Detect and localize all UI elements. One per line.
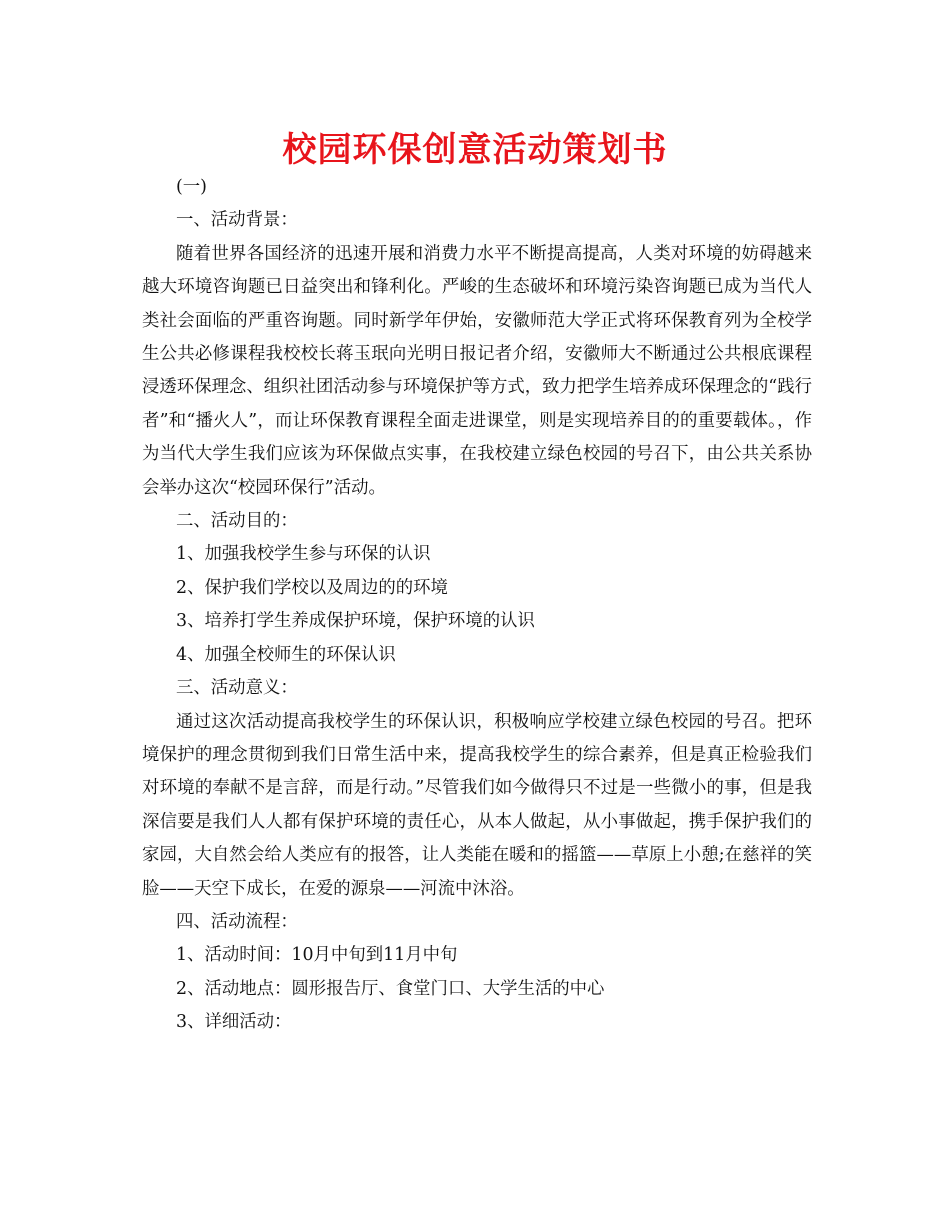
section-heading-process: 四、活动流程： — [176, 911, 298, 932]
section-heading-significance: 三、活动意义： — [176, 678, 298, 699]
list-item: 4、加强全校师生的环保认识 — [176, 644, 396, 665]
part-marker: (一) — [176, 177, 207, 197]
list-item: 2、保护我们学校以及周边的的环境 — [176, 577, 448, 598]
paragraph-significance: 通过这次活动提高我校学生的环保认识，积极响应学校建立绿色校园的号召。把环境保护的理念贯彻到我们日常生活中来，提高我校学生的综合素养，但是真正检验我们对环境的奉献不是言辞，而是行动。”尽管我们如今做得只不过是一些微小的事，但是我深信要是我们人人都有保护环境的责任心，从本人做起，从小事做起，携手保护我们的家园，大自然会给人类应有的报答，让人类能在暖和的摇篮——草原上小憩;在慈祥的笑脸——天空下成长，在爱的源泉——河流中沐浴。 — [142, 711, 812, 899]
document-body — [142, 171, 812, 1040]
list-item: 3、培养打学生养成保护环境，保护环境的认识 — [176, 611, 535, 632]
section-heading-purpose: 二、活动目的： — [176, 511, 298, 532]
paragraph-background: 随着世界各国经济的迅速开展和消费力水平不断提高提高，人类对环境的妨碍越来越大环境咨询题已日益突出和锋利化。严峻的生态破坏和环境污染咨询题已成为当代人类社会面临的严重咨询题。同时新学年伊始，安徽师范大学正式将环保教育列为全校学生公共必修课程我校校长蒋玉珉向光明日报记者介绍，安徽师大不断通过公共根底课程浸透环保理念、组织社团活动参与环境保护等方式，致力把学生培养成环保理念的“践行者”和“播火人”，而让环保教育课程全面走进课堂，则是实现培养目的的重要载体。，作为当代大学生我们应该为环保做点实事，在我校建立绿色校园的号召下，由公共关系协会举办这次“校园环保行”活动。 — [142, 243, 812, 498]
list-item: 1、加强我校学生参与环保的认识 — [176, 544, 431, 565]
list-item: 1、活动时间：10月中旬到11月中旬 — [176, 945, 458, 966]
section-heading-background: 一、活动背景： — [176, 210, 298, 231]
document-title: 校园环保创意活动策划书 — [282, 130, 668, 170]
list-item: 3、详细活动： — [176, 1012, 292, 1033]
list-item: 2、活动地点：圆形报告厅、食堂门口、大学生活的中心 — [176, 978, 605, 999]
